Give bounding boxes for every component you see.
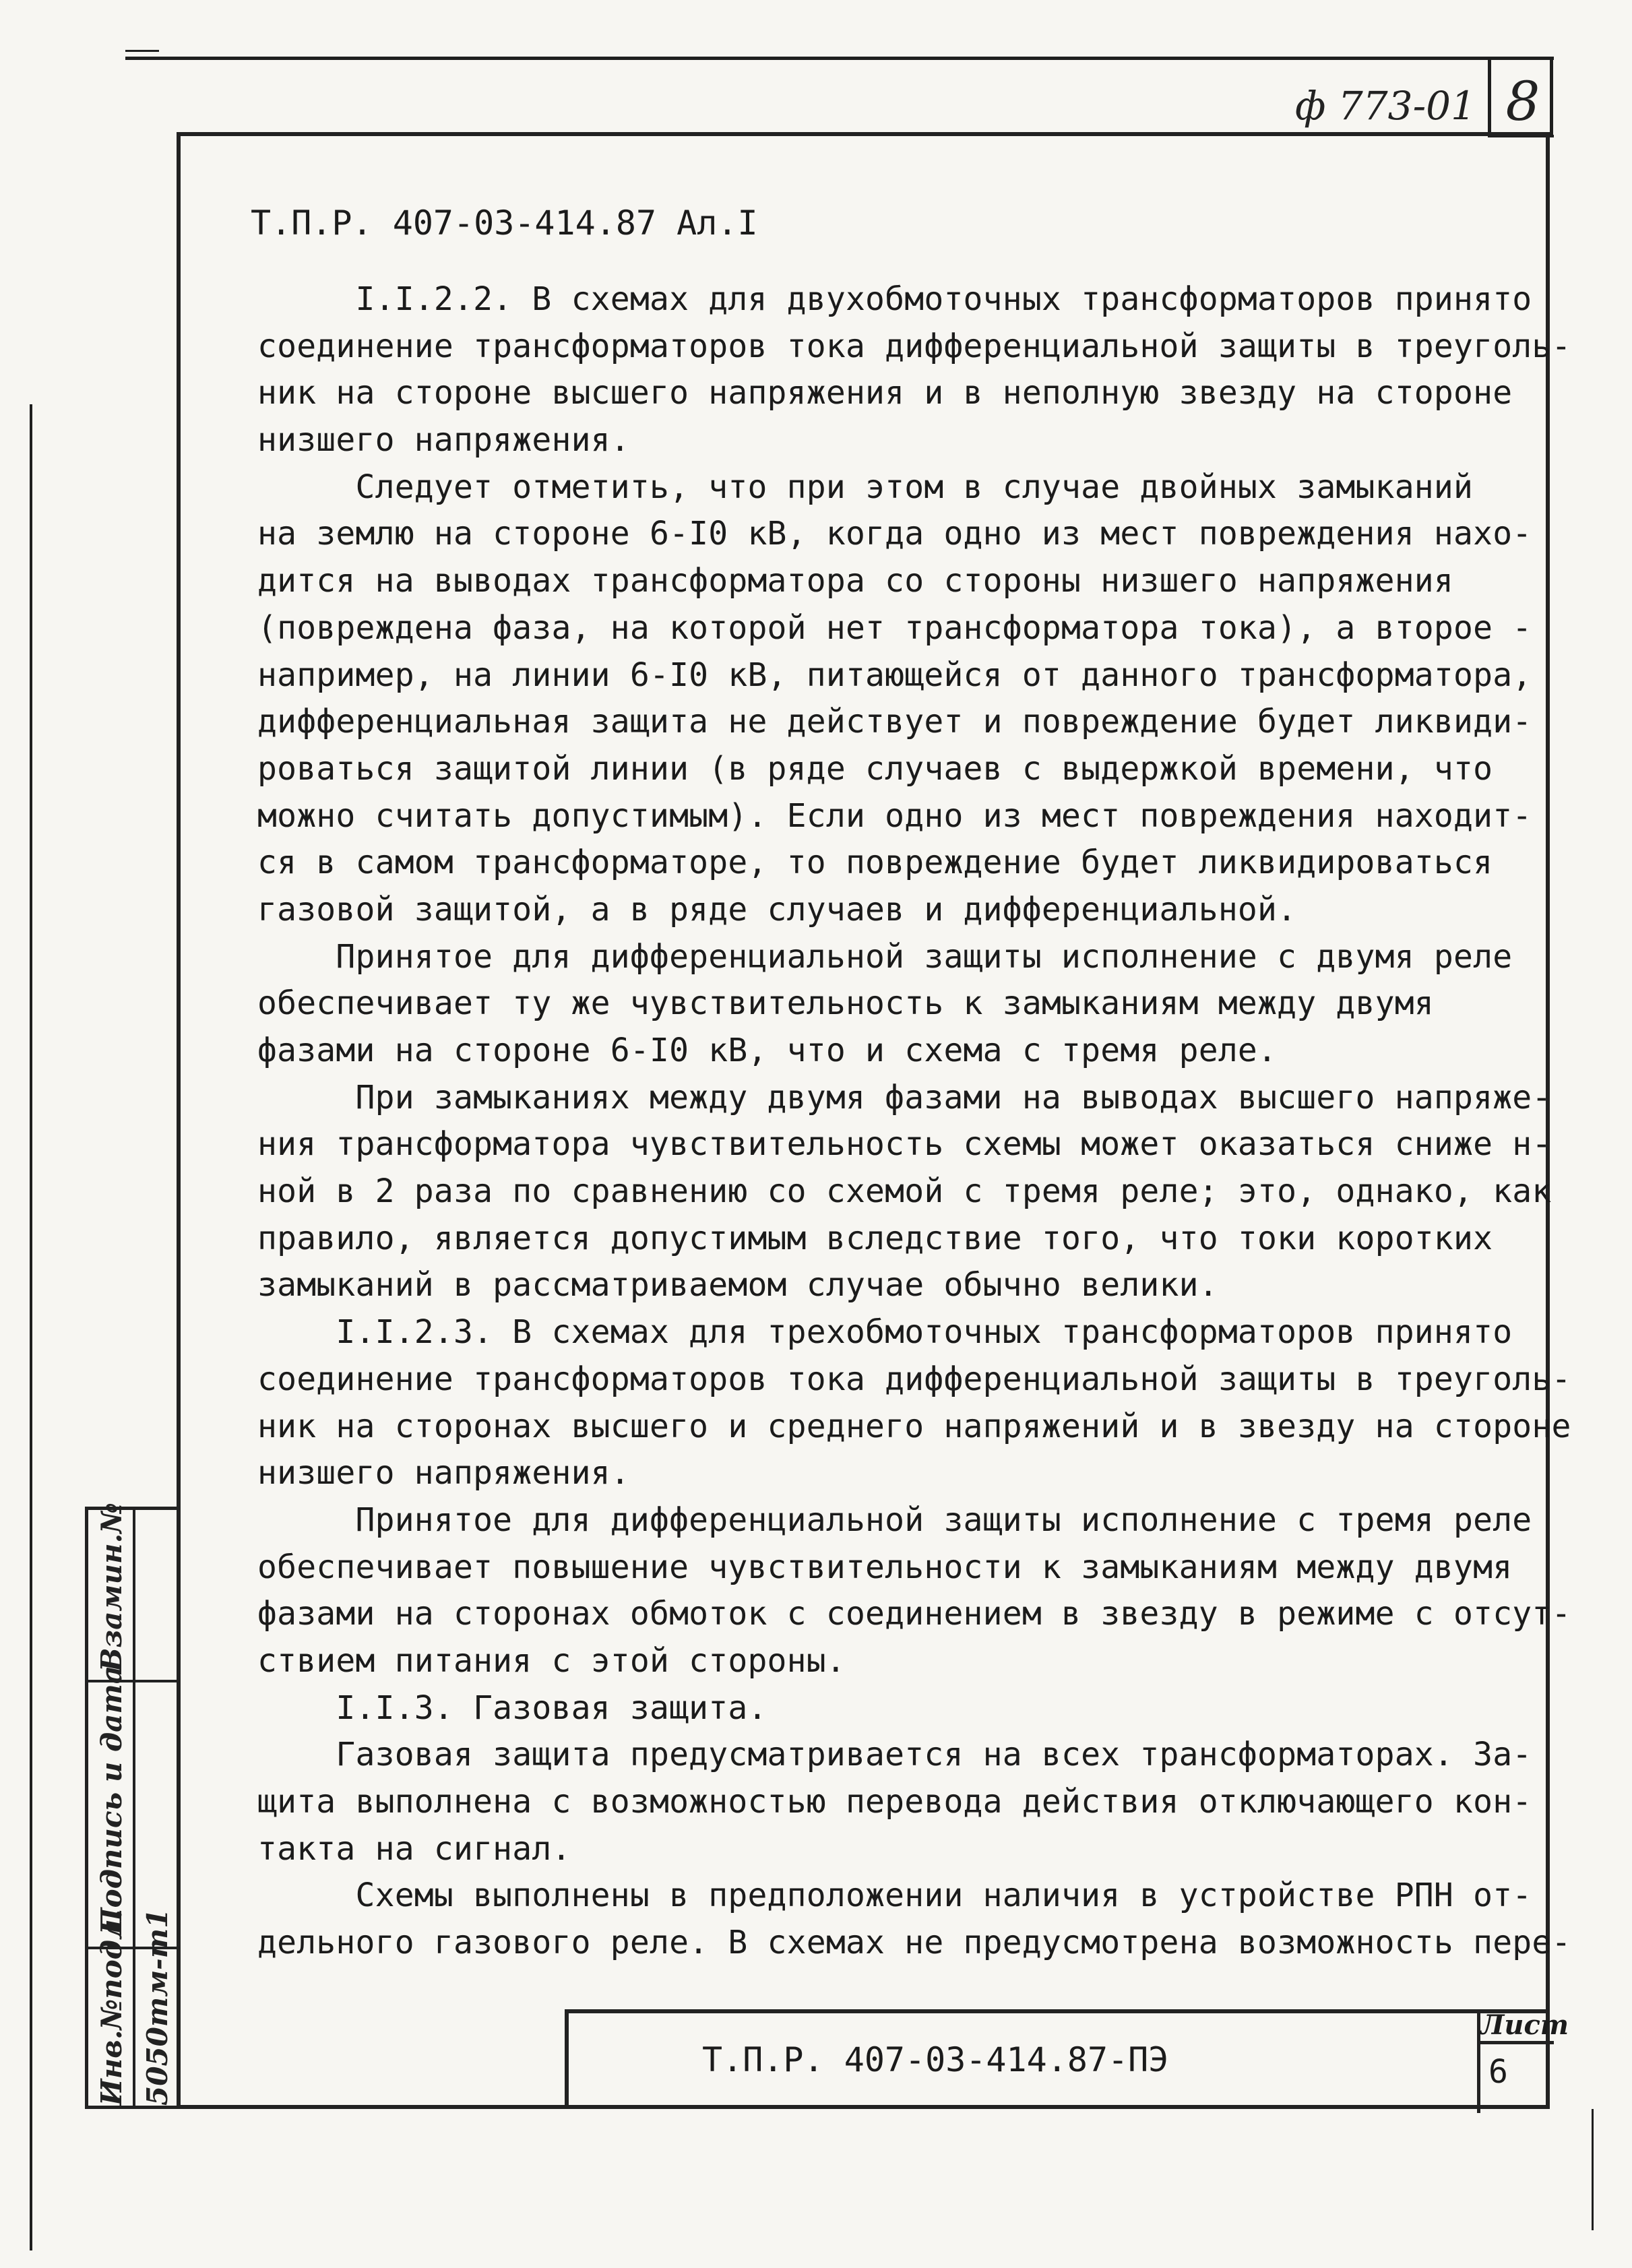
body-line: фазами на сторонах обмоток с соединением в звезду в режиме с отсут- xyxy=(257,1595,1571,1633)
body-line: Газовая защита предусматривается на всех трансформаторах. За- xyxy=(257,1736,1532,1774)
title-block-designation: Т.П.Р. 407-03-414.87-ПЭ xyxy=(702,2040,1169,2079)
body-line: газовой защитой, а в ряде случаев и дифференциальной. xyxy=(257,890,1297,928)
side-stamp-inv-number-label: Инв.№подл. xyxy=(95,1909,128,2106)
body-line: ствием питания с этой стороны. xyxy=(257,1641,846,1680)
body-line: дится на выводах трансформатора со стороны низшего напряжения xyxy=(257,562,1454,600)
body-line: низшего напряжения. xyxy=(257,421,630,460)
body-line: ник на сторонах высшего и среднего напряжений и в звезду на стороне xyxy=(257,1407,1571,1445)
body-line: можно считать допустимым). Если одно из мест повреждения находит- xyxy=(257,796,1532,835)
body-line: При замыканиях между двумя фазами на выводах высшего напряже- xyxy=(257,1078,1552,1116)
sheet-label: Лист xyxy=(1480,2009,1554,2044)
body-line: I.I.2.2. В схемах для двухобмоточных трансформаторов принято xyxy=(257,280,1532,318)
top-rule xyxy=(125,57,1554,60)
title-block-sheet-cell xyxy=(1477,2009,1569,2113)
body-line: такта на сигнал. xyxy=(257,1829,571,1868)
side-stamp-replace-inv: Взамин.№ xyxy=(95,1503,128,1672)
body-line: Следует отметить, что при этом в случае двойных замыканий xyxy=(257,468,1474,506)
body-line: правило, является допустимым вследствие того, что токи коротких xyxy=(257,1219,1493,1257)
bottom-right-rule xyxy=(1592,2109,1594,2230)
body-line: Принятое для дифференциальной защиты исполнение с тремя реле xyxy=(257,1501,1532,1539)
body-line: например, на линии 6-I0 кВ, питающейся от данного трансформатора, xyxy=(257,656,1532,694)
side-stamp-inv-number-value: 5050тм-т1 xyxy=(141,1908,174,2106)
body-line: соединение трансформаторов тока дифференциальной защиты в треуголь- xyxy=(257,1360,1571,1398)
document-header: Т.П.Р. 407-03-414.87 Ал.I xyxy=(251,203,758,243)
body-line: Схемы выполнены в предположении наличия в устройстве РПН от- xyxy=(257,1877,1532,1915)
body-line: фазами на стороне 6-I0 кВ, что и схема с тремя реле. xyxy=(257,1032,1278,1069)
body-text xyxy=(257,276,1571,1967)
top-rule-short xyxy=(125,50,159,52)
body-line: Принятое для дифференциальной защиты исполнение с двумя реле xyxy=(257,937,1513,976)
body-line: замыканий в рассматриваемом случае обычно велики. xyxy=(257,1266,1218,1304)
body-line: (повреждена фаза, на которой нет трансформатора тока), а второе - xyxy=(257,608,1532,647)
body-line: обеспечивает повышение чувствительности к замыканиям между двумя xyxy=(257,1548,1513,1586)
body-line: ной в 2 раза по сравнению со схемой с тремя реле; это, однако, как xyxy=(257,1172,1552,1211)
left-margin-rule xyxy=(30,404,32,2250)
body-line: ния трансформатора чувствительность схемы может оказаться сниже н- xyxy=(257,1125,1552,1164)
body-line: щита выполнена с возможностью перевода действия отключающего кон- xyxy=(257,1783,1532,1821)
sheet-number: 6 xyxy=(1488,2053,1508,2091)
body-line: I.I.2.3. В схемах для трехобмоточных трансформаторов принято xyxy=(257,1313,1513,1352)
body-line: роваться защитой линии (в ряде случаев с выдержкой времени, что xyxy=(257,749,1493,788)
body-line: на землю на стороне 6-I0 кВ, когда одно из мест повреждения нахо- xyxy=(257,515,1532,553)
body-line: ник на стороне высшего напряжения и в неполную звезду на стороне xyxy=(257,374,1513,412)
body-line: обеспечивает ту же чувствительность к замыканиям между двумя xyxy=(257,984,1434,1023)
title-block xyxy=(565,2009,1569,2109)
body-line: низшего напряжения. xyxy=(257,1454,630,1492)
document-code: ф 773-01 xyxy=(1295,83,1476,129)
sheet-number-top: 8 xyxy=(1505,70,1540,133)
side-stamp xyxy=(85,1503,177,2109)
body-line: I.I.3. Газовая защита. xyxy=(257,1689,767,1727)
body-line: ся в самом трансформаторе, то повреждение будет ликвидироваться xyxy=(257,844,1493,882)
body-line: дифференциальная защита не действует и повреждение будет ликвиди- xyxy=(257,703,1532,741)
body-line: соединение трансформаторов тока дифференциальной защиты в треуголь- xyxy=(257,327,1571,365)
side-stamp-signature-date: Подпись и дата xyxy=(95,1665,128,1934)
body-line: дельного газового реле. В схемах не предусмотрена возможность пере- xyxy=(257,1924,1571,1962)
